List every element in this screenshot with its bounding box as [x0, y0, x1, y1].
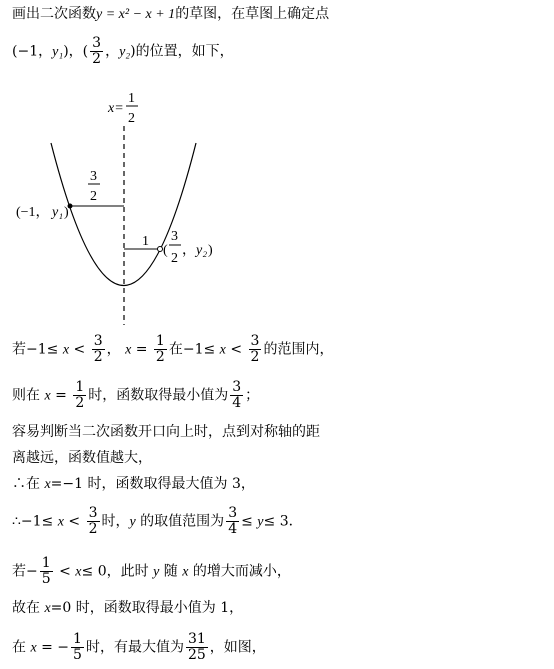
- denominator: 2: [92, 51, 102, 67]
- text: 时，有最大值为: [85, 639, 184, 656]
- var-y: y: [153, 564, 160, 580]
- range-line: [12, 506, 303, 537]
- point-1: (−1，: [12, 43, 53, 60]
- half-num: 3: [90, 169, 97, 184]
- text: ，如图，: [209, 639, 266, 656]
- denominator: 2: [75, 395, 85, 411]
- text: ∴−1≤: [12, 513, 58, 530]
- text: 的位置，如下，: [135, 43, 234, 60]
- minimum-line: [12, 380, 259, 411]
- left-point-close: ): [64, 205, 69, 220]
- text: 的草图，在草图上确定点: [175, 6, 330, 22]
- var-x: x: [62, 342, 70, 358]
- var-x: x: [44, 477, 51, 492]
- text: )，(: [63, 43, 89, 60]
- numerator: 3: [92, 35, 102, 51]
- right-close: ): [208, 243, 213, 258]
- fraction: [226, 506, 239, 537]
- text: 故在: [12, 600, 45, 616]
- numerator: 1: [155, 333, 165, 349]
- left-point-y: y₁: [52, 205, 64, 220]
- fraction: [87, 506, 100, 537]
- text: ∴在: [12, 476, 45, 492]
- denominator: 2: [250, 349, 260, 365]
- max-at-point-line: [12, 632, 266, 663]
- denominator: 2: [88, 521, 98, 537]
- numerator: 1: [41, 555, 51, 571]
- fraction: [92, 334, 105, 365]
- var-x: x: [44, 601, 51, 616]
- numerator: 3: [88, 505, 98, 521]
- fraction: [71, 632, 84, 663]
- text: =0 时，函数取得最小值为 1，: [50, 600, 244, 616]
- text: 时，: [101, 513, 130, 530]
- fraction: [154, 334, 167, 365]
- right-point-open: (: [163, 243, 168, 258]
- text: ，: [106, 341, 121, 358]
- text: ；: [245, 387, 260, 404]
- right-den: 2: [171, 251, 178, 266]
- axis-den: 2: [128, 111, 135, 126]
- y1: y₁: [52, 44, 64, 60]
- numerator: 3: [93, 333, 103, 349]
- right-mid: ，: [182, 243, 196, 258]
- fraction: [40, 556, 53, 587]
- explanation-line-2: 离越远，函数值越大，: [12, 450, 152, 466]
- fraction: [73, 380, 86, 411]
- text: 则在: [12, 387, 45, 404]
- denominator: 4: [228, 521, 238, 537]
- numerator: 3: [232, 379, 242, 395]
- axis-num: 1: [128, 91, 135, 106]
- text: ≤ 0，此时: [81, 563, 154, 580]
- explanation-line-1: 容易判断当二次函数开口向上时，点到对称轴的距: [12, 424, 320, 440]
- var-y: y: [129, 514, 136, 530]
- one-label: 1: [142, 234, 149, 249]
- function-expression: y = x² − x + 1: [96, 7, 176, 22]
- condition-line: [12, 334, 333, 365]
- text: 若−: [12, 563, 38, 580]
- right-y: y₂: [196, 243, 208, 258]
- denominator: 25: [187, 647, 206, 663]
- var-x: x: [219, 342, 226, 358]
- var-x: x: [44, 388, 51, 404]
- text: 的增大而减小，: [188, 563, 291, 580]
- denominator: 4: [232, 395, 242, 411]
- half-den: 2: [90, 189, 97, 204]
- min-at-zero-line: [12, 598, 243, 619]
- text: 画出二次函数: [12, 6, 96, 22]
- text: <: [69, 341, 90, 358]
- text: =−1 时，函数取得最大值为 3，: [50, 476, 255, 492]
- numerator: 1: [75, 379, 85, 395]
- numerator: 1: [73, 631, 82, 647]
- numerator: 3: [250, 333, 260, 349]
- var-y: y: [257, 514, 264, 530]
- axis-label: x=: [108, 101, 124, 116]
- fraction: [249, 334, 262, 365]
- left-point-label: (−1，: [16, 205, 50, 220]
- text: 的取值范围为: [135, 513, 225, 530]
- text: <: [63, 513, 85, 530]
- fraction: [230, 380, 243, 411]
- text: 在: [12, 639, 31, 656]
- denominator: 2: [93, 349, 103, 365]
- text: ≤ 3．: [263, 513, 303, 530]
- text: =: [131, 341, 152, 358]
- denominator: 5: [73, 647, 82, 663]
- text: = −: [36, 639, 70, 656]
- numerator: 31: [187, 631, 206, 647]
- text: <: [54, 563, 76, 580]
- text: ，: [105, 43, 120, 60]
- text: <: [225, 341, 247, 358]
- text: 在−1≤: [168, 341, 220, 358]
- text: 随: [159, 563, 183, 580]
- right-num: 3: [171, 229, 178, 244]
- text: 的范围内，: [263, 341, 334, 358]
- var-x: x: [125, 342, 132, 358]
- var-x: x: [182, 564, 189, 580]
- text: 若−1≤: [12, 341, 63, 358]
- text: 时，函数取得最小值为: [88, 387, 229, 404]
- var-x: x: [30, 640, 37, 656]
- text: ≤: [241, 513, 258, 530]
- var-x: x: [57, 514, 64, 530]
- y2: y₂: [119, 44, 131, 60]
- right-point: [158, 247, 163, 252]
- text: =: [50, 387, 72, 404]
- denominator: 5: [41, 571, 51, 587]
- numerator: 3: [228, 505, 238, 521]
- fraction: [186, 632, 208, 663]
- var-x: x: [75, 564, 82, 580]
- denominator: 2: [155, 349, 165, 365]
- second-case-line: [12, 556, 291, 587]
- text: ): [130, 43, 136, 60]
- maximum-line: [12, 474, 255, 495]
